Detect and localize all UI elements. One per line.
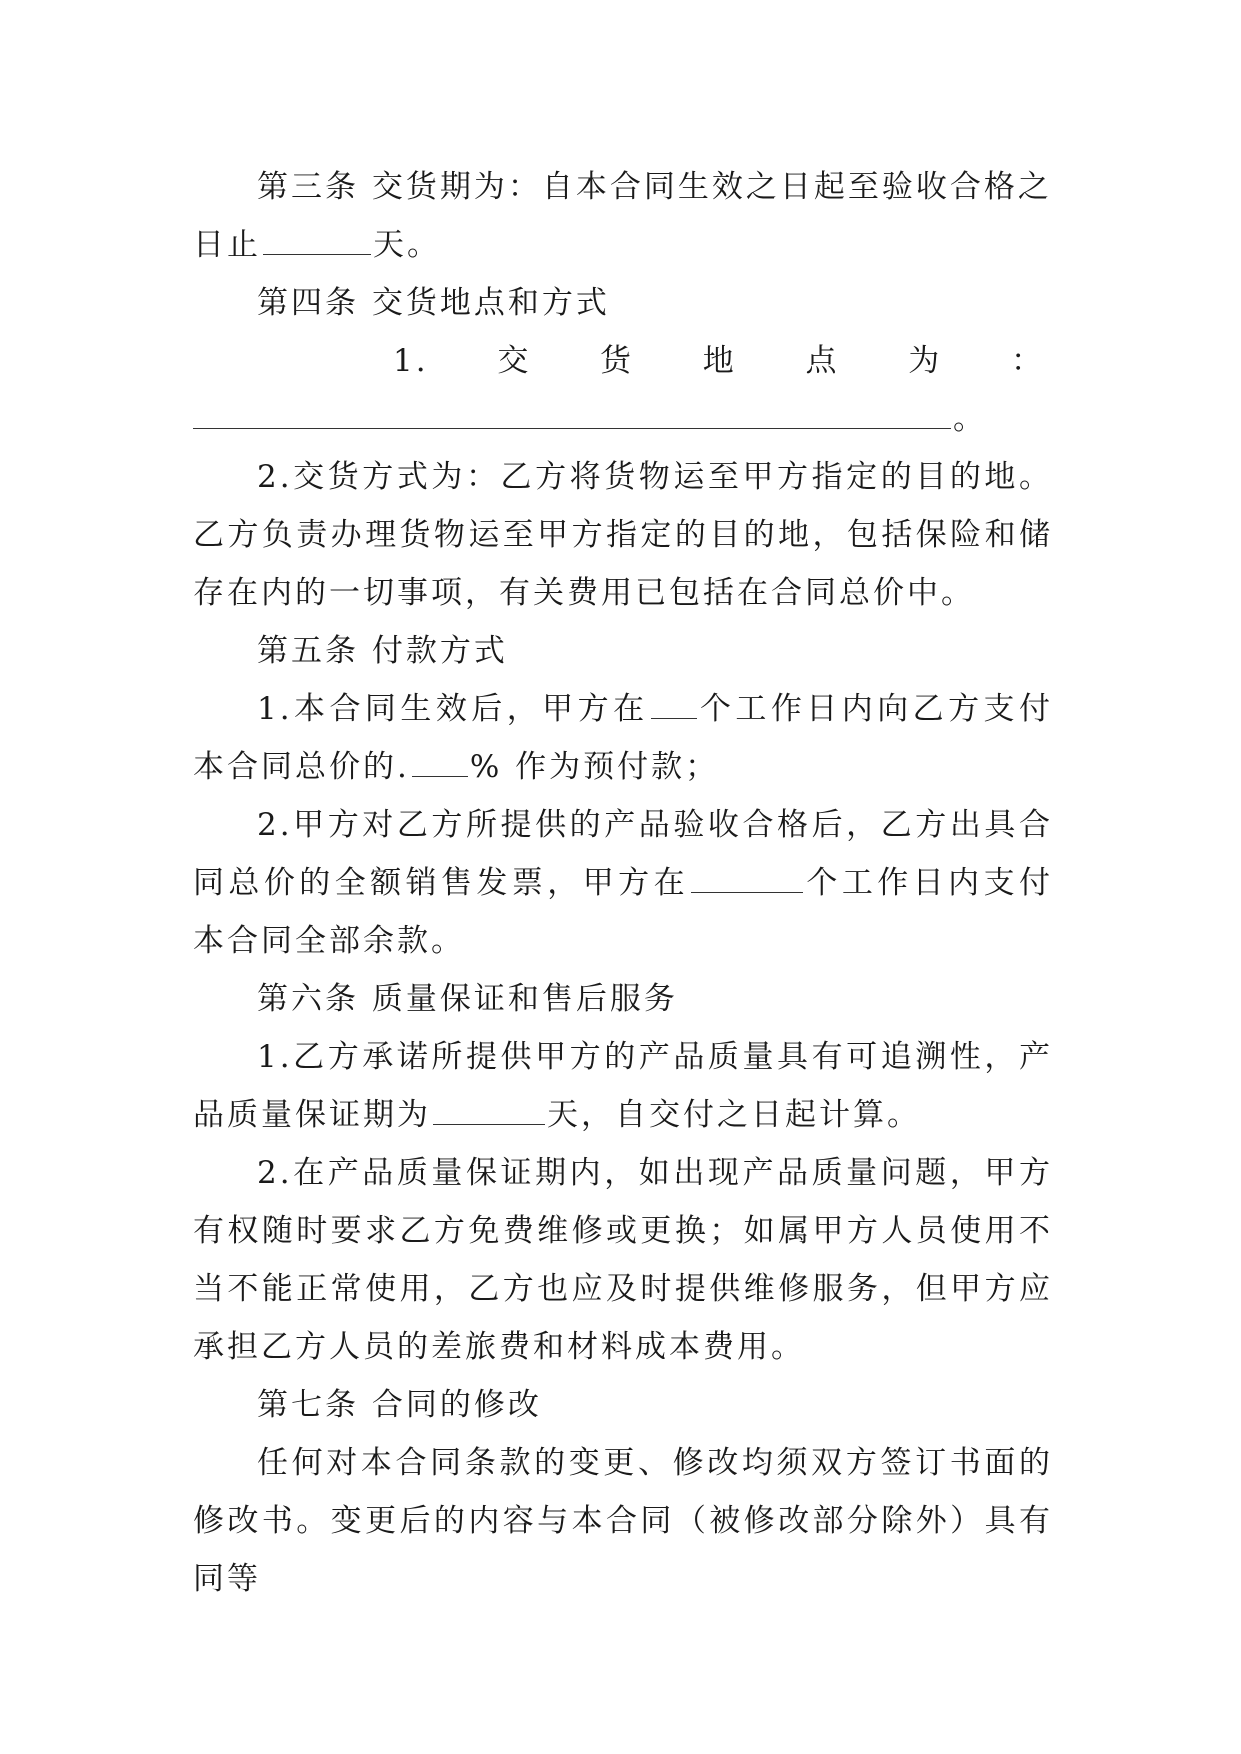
delivery-location-char: 1. xyxy=(393,343,429,379)
payment-item-1-text-c: % 作为预付款； xyxy=(469,749,720,785)
delivery-location-char: 为 xyxy=(908,343,943,379)
delivery-location-end: 。 xyxy=(953,401,987,437)
warranty-item-2: 2.在产品质量保证期内，如出现产品质量问题，甲方有权随时要求乙方免费维修或更换；如属甲方人员使用不当不能正常使用，乙方也应及时提供维修服务，但甲方应承担乙方人员的差旅费和材料成本费用。 xyxy=(193,1155,1053,1365)
article-3-line xyxy=(193,158,1053,216)
delivery-location-line xyxy=(193,332,1053,390)
article-3-text-post: 天。 xyxy=(373,227,441,263)
payment-item-2-text-a: 2.甲方对乙方所提供的产品验收合格后，乙方出具合同总价的全额销售发票，甲方在 xyxy=(193,807,1053,901)
warranty-item-1 xyxy=(193,1028,1053,1144)
payment-item-1 xyxy=(193,680,1053,796)
article-7-body: 任何对本合同条款的变更、修改均须双方签订书面的修改书。变更后的内容与本合同（被修改部分除外）具有同等 xyxy=(193,1445,1053,1597)
article-4-heading: 第四条 交货地点和方式 xyxy=(257,285,610,321)
article-7-heading: 第七条 合同的修改 xyxy=(257,1387,542,1423)
delivery-days-blank xyxy=(263,228,371,255)
article-5-heading: 第五条 付款方式 xyxy=(257,633,508,669)
delivery-location-char: 货 xyxy=(600,343,635,379)
delivery-method-paragraph: 2.交货方式为：乙方将货物运至甲方指定的目的地。乙方负责办理货物运至甲方指定的目的地，包括保险和储存在内的一切事项，有关费用已包括在合同总价中。 xyxy=(193,459,1053,611)
prepayment-percent-blank xyxy=(412,750,468,777)
payment-item-1-text-b: 个工作日内向乙方支付本合同总价的. xyxy=(193,691,1054,785)
document-body xyxy=(193,158,1053,1608)
balance-days-blank xyxy=(691,866,803,893)
article-6-heading: 第六条 质量保证和售后服务 xyxy=(257,981,678,1017)
warranty-item-1-text-a: 1.乙方承诺所提供甲方的产品质量具有可追溯性，产品质量保证期为 xyxy=(193,1039,1053,1133)
warranty-item-1-text-b: 天，自交付之日起计算。 xyxy=(547,1097,921,1133)
payment-item-2-text-b: 个工作日内支付本合同全部余款。 xyxy=(193,865,1053,959)
delivery-location-char: 点 xyxy=(805,343,840,379)
delivery-location-char: ： xyxy=(1010,343,1045,379)
payment-item-1-text-a: 1.本合同生效后，甲方在 xyxy=(257,691,649,727)
delivery-location-char: 地 xyxy=(702,343,737,379)
delivery-location-blank xyxy=(193,402,951,429)
article-3-continued xyxy=(193,216,1053,274)
article-3-text: 第三条 交货期为：自本合同生效之日起至验收合格之 xyxy=(257,169,1052,205)
delivery-location-fill-line xyxy=(193,390,1053,448)
warranty-days-blank xyxy=(433,1098,545,1125)
payment-item-2 xyxy=(193,796,1053,970)
delivery-location-char: 交 xyxy=(497,343,532,379)
working-days-blank xyxy=(651,692,697,719)
article-3-text-pre: 日止 xyxy=(193,227,261,263)
